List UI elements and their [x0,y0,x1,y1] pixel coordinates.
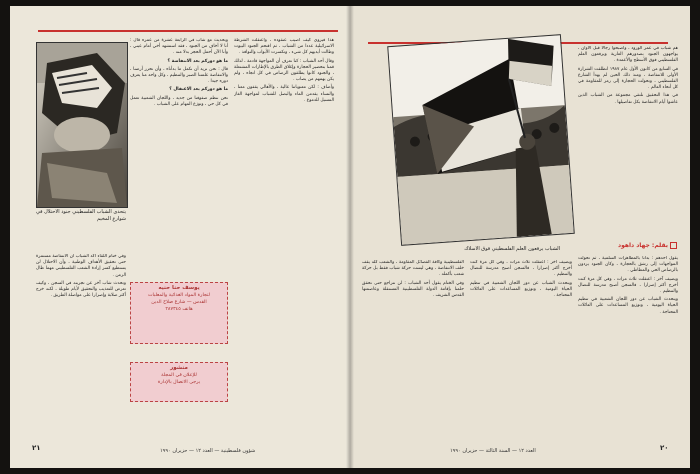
question: ما هو دوركم بعد الاعتقال ؟ [169,87,228,93]
binding-gutter [346,6,354,468]
article-column-left [36,254,126,429]
paragraph: في السابع من كانون الأول عام ١٩٨٧ انطلقت الشرارة الأولى للانتفاضة ، ومنذ ذلك الحين لم يهدأ الشارع الفلسطيني ، وتحولت الحجارة إلى رمز للمقاومة في كل أنحاء العالم . [578,66,678,91]
photo-youth-with-keffiyeh [36,42,128,208]
notice-box [130,362,228,402]
paragraph: وفي الختام يقول أحد الشباب : لن نتراجع حتى نحقق حلمنا بإقامة الدولة الفلسطينية المستقلة وعاصمتها القدس الشريف . [362,280,464,299]
notice-line: يرجى الاتصال بالإدارة [157,380,201,385]
ad-line: لتجارة المواد الغذائية والمعلبات [148,293,210,298]
paragraph: وقال أحد الشباب : كنا نعرف أن المواجهة قادمة ، لذلك قمنا بتحضير الحجارة وإغلاق الطرق بالإطارات المشتعلة ، والجنود كانوا يطلقون الرصاص في كل اتجاه ، ولم يكن يهمهم من يصاب . [234,58,334,83]
photo-image [388,35,573,245]
ad-title: يوسف حنا حنيه [158,285,200,291]
paragraph: ويتحدث الشباب عن دور اللجان الشعبية في تنظيم الحياة اليومية ، وتوزيع المساعدات على العائلات المحتاجة . [578,297,678,315]
footer-issue-line: شؤون فلسطينية — العدد ١٢ — حزيران ١٩٩٠ [160,448,256,454]
left-page [10,6,350,468]
bullet-square-icon [670,242,677,249]
header-rule [38,30,338,32]
ad-line: هاتف ٢٨٧٣٤٥ [165,307,193,312]
photo-flag-protest [387,34,575,246]
notice-line: للإعلان في المجلة [161,373,197,378]
paragraph: الفلسطينية وكافة الفصائل المقاومة ، والشعب كله يقف خلف الانتفاضة ، وهي ليست حركة شباب فقط بل حركة شعب بأكمله . [362,260,464,278]
question: ما هو دوركم بعد الانتفاضة ؟ [167,58,228,64]
magazine-spread [10,6,690,468]
right-page [350,6,690,468]
footer-issue-line: العدد ١٢ — السنة الثالثة — حزيران ١٩٩٠ [450,448,536,454]
paragraph: هم شباب في عمر الورود ، وأصبحوا رجالا قبل الأوان ، يواجهون الجنود بصدورهم العارية ويرفعون العلم الفلسطيني فوق الأسطح والأعمدة . [578,46,678,64]
paragraph: ويتحدث الشباب عن دور اللجان الشعبية في تنظيم الحياة اليومية ، وتوزيع المساعدات على العائلات المحتاجة . [470,280,572,299]
paragraph: وبحديث مع شاب في الرابعة عشرة من عمره قال : أنا لا أخاف من الجنود ، فقد استشهد أخي أمام عيني ، وأنا الآن أحمل الحجر بدلا منه . [130,38,228,56]
article-column-right [578,46,678,234]
photo-image [37,43,127,207]
paragraph: وأضاف : لكن معنوياتنا عالية ، والأهالي يقفون معنا ، والنساء يقدمن الماء والبصل للشباب لمواجهة الغاز المسيل للدموع . [234,85,334,103]
paragraph: في هذا التحقيق نلتقي مجموعة من الشباب الذين عاشوا أيام الانتفاضة بكل تفاصيلها . [578,93,678,105]
photo-caption: الشباب يرفعون العلم الفلسطيني فوق الأسلاك [464,246,560,252]
article-column-middle [130,38,228,278]
paragraph: يقول أحدهم : بدأنا بالمظاهرات السلمية ، ثم تحولت المواجهات إلى رشق بالحجارة ، وكان الجنود يردون بالرصاص الحي والمطاطي . [578,256,678,274]
author-name: بقلم: جهاد داهود [618,242,669,249]
paragraph: نحن ننظم صفوفنا من جديد ، واللجان الشعبية تعمل في كل حي ، وتوزع المهام على الشباب . [130,95,228,107]
article-column-left [362,260,464,436]
page-number: ٢١ [32,444,41,452]
article-column-right-lower [578,256,678,436]
paragraph: هذا فيروي كيف أصيب عنقوده ، واعتقلت الشرطة الاسرائيلية عددا من الشباب ، ثم اقتحم الجنود البيوت وطالت أيديهم كل شيء ، وتكسرت الأبواب والنوافذ . [234,38,334,56]
paragraph: ويضيف آخر : اعتقلت ثلاث مرات ، وفي كل مرة كنت أخرج أكثر إصرارا ، فالسجن أصبح مدرسة للنضال والتنظيم . [578,276,678,295]
notice-title: منشور [170,365,188,371]
paragraph: وفي ختام اللقاء أكد الشباب أن الانتفاضة مستمرة حتى تحقيق الأهداف الوطنية ، وأن الاحتلال لن يستطيع كسر إرادة الشعب الفلسطيني مهما طال الزمن . [36,254,126,278]
author-byline [618,242,677,249]
paragraph: وتحدث شاب آخر عن تجربته في السجن ، وكيف تعرض للتعذيب والتحقيق لأيام طويلة ، لكنه خرج أكثر صلابة وإصرارا على مواصلة الطريق . [36,280,126,299]
paragraph: ويضيف آخر : اعتقلت ثلاث مرات ، وفي كل مرة كنت أخرج أكثر إصرارا ، فالسجن أصبح مدرسة للنضال والتنظيم . [470,260,572,278]
page-number: ٢٠ [660,444,669,452]
photo-caption: يتحدى الشباب الفلسطيني جنود الاحتلال في شوارع المخيم [36,209,126,222]
advertisement-box [130,282,228,344]
article-column-middle [470,260,572,436]
ad-line: القدس — شارع صلاح الدين [151,300,207,305]
article-column-right [234,38,334,418]
paragraph: قال : نحن نريد أن نكمل ما بدأناه ، وأن نحرر أرضنا ، والانتفاضة علمتنا الصبر والتنظيم ، وكل واحد منا يعرف دوره جيدا . [130,66,228,85]
